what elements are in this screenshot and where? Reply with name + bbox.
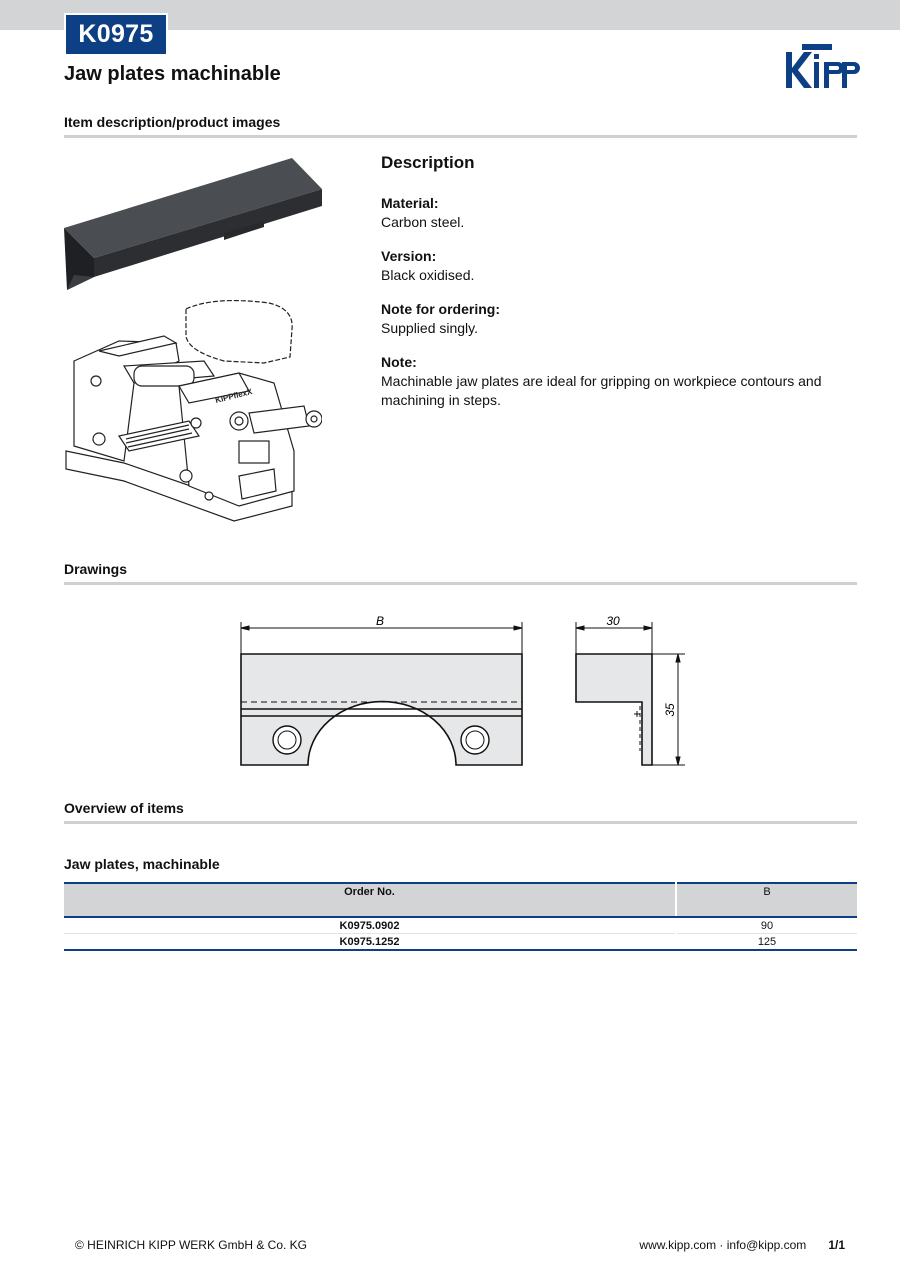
note-value: Machinable jaw plates are ideal for gripping on workpiece contours and machining in steps. <box>381 373 822 408</box>
footer-contact: www.kipp.com · info@kipp.com <box>639 1238 807 1252</box>
table-header-row <box>64 883 857 917</box>
items-table <box>64 882 857 951</box>
b-cell: 90 <box>676 917 857 934</box>
version-value: Black oxidised. <box>381 267 475 283</box>
footer-copyright: © HEINRICH KIPP WERK GmbH & Co. KG <box>75 1238 307 1252</box>
vise-illustration <box>66 301 322 521</box>
section-heading-overview: Overview of items <box>64 800 184 816</box>
footer-contact-block <box>639 1238 845 1252</box>
table-row <box>64 917 857 934</box>
section-rule <box>64 821 857 824</box>
material-block <box>381 194 861 232</box>
dimension-b-label: B <box>375 614 385 628</box>
section-heading-item-description: Item description/product images <box>64 114 281 130</box>
page-number: 1/1 <box>828 1238 845 1252</box>
table-title: Jaw plates, machinable <box>64 856 220 872</box>
description-heading: Description <box>381 153 475 172</box>
column-header-b: B <box>676 883 857 917</box>
product-code-tag: K0975 <box>64 13 168 56</box>
note-block <box>381 353 861 410</box>
b-cell: 125 <box>676 934 857 951</box>
ordering-block <box>381 300 861 338</box>
order-no-cell: K0975.1252 <box>64 934 676 951</box>
page-title: Jaw plates machinable <box>64 63 281 85</box>
column-header-order-no: Order No. <box>64 883 676 917</box>
order-no-cell: K0975.0902 <box>64 917 676 934</box>
technical-drawing <box>230 606 710 776</box>
jaw-plate-image <box>64 158 322 290</box>
version-block <box>381 247 861 285</box>
material-label: Material: <box>381 195 439 211</box>
vise-brand-label: KIPPflexX <box>214 387 254 405</box>
section-heading-drawings: Drawings <box>64 561 128 577</box>
ordering-value: Supplied singly. <box>381 320 479 336</box>
kipp-logo <box>784 38 860 94</box>
material-value: Carbon steel. <box>381 214 465 230</box>
description-panel <box>381 153 861 425</box>
note-label: Note: <box>381 354 417 370</box>
ordering-label: Note for ordering: <box>381 301 500 317</box>
product-images <box>64 151 322 536</box>
table-row <box>64 934 857 951</box>
dimension-30-label: 30 <box>606 614 620 628</box>
version-label: Version: <box>381 248 437 264</box>
dimension-35-label: 35 <box>663 703 677 717</box>
section-rule <box>64 135 857 138</box>
section-rule <box>64 582 857 585</box>
